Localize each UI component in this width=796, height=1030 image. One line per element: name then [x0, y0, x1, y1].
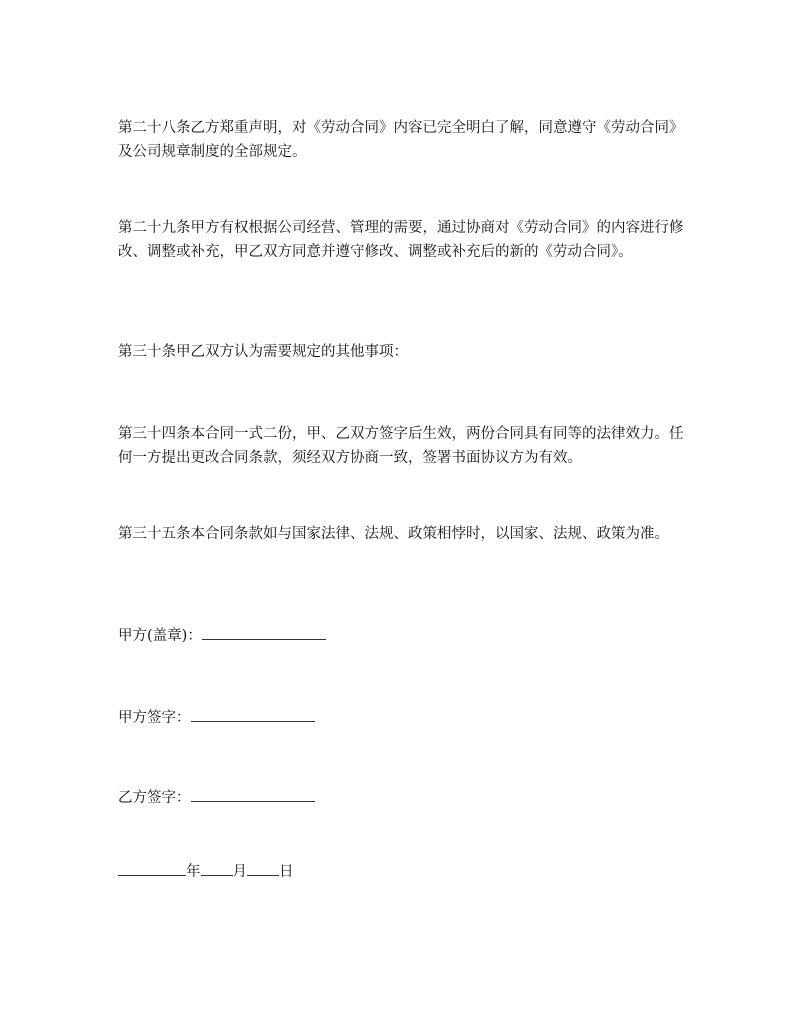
party-a-sign-blank	[191, 707, 315, 722]
article-29-paragraph: 第二十九条甲方有权根据公司经营、管理的需要，通过协商对《劳动合同》的内容进行修改、调整或补充，甲乙双方同意并遵守修改、调整或补充后的新的《劳动合同》。	[118, 220, 684, 260]
date-line	[118, 860, 294, 884]
party-a-sign-line	[118, 706, 315, 730]
date-month-blank	[201, 861, 233, 876]
date-day-label: 日	[279, 864, 294, 880]
date-day-blank	[247, 861, 279, 876]
date-month-label: 月	[232, 864, 247, 880]
article-35-paragraph: 第三十五条本合同条款如与国家法律、法规、政策相悖时，以国家、法规、政策为准。	[118, 526, 669, 542]
article-30-paragraph: 第三十条甲乙双方认为需要规定的其他事项：	[118, 344, 408, 360]
article-34-paragraph: 第三十四条本合同一式二份，甲、乙双方签字后生效，两份合同具有同等的法律效力。任何一方提出更改合同条款，须经双方协商一致，签署书面协议方为有效。	[118, 426, 684, 466]
date-year-label: 年	[186, 864, 201, 880]
party-b-sign-label: 乙方签字：	[118, 790, 191, 806]
party-a-sign-label: 甲方签字：	[118, 710, 191, 726]
party-b-sign-blank	[191, 787, 315, 802]
party-b-sign-line	[118, 786, 315, 810]
party-a-seal-label: 甲方(盖章)：	[118, 628, 202, 644]
article-28-paragraph: 第二十八条乙方郑重声明，对《劳动合同》内容已完全明白了解，同意遵守《劳动合同》及公司规章制度的全部规定。	[118, 120, 684, 160]
party-a-seal-line	[118, 624, 326, 648]
party-a-seal-blank	[202, 625, 326, 640]
date-year-blank	[118, 861, 186, 876]
